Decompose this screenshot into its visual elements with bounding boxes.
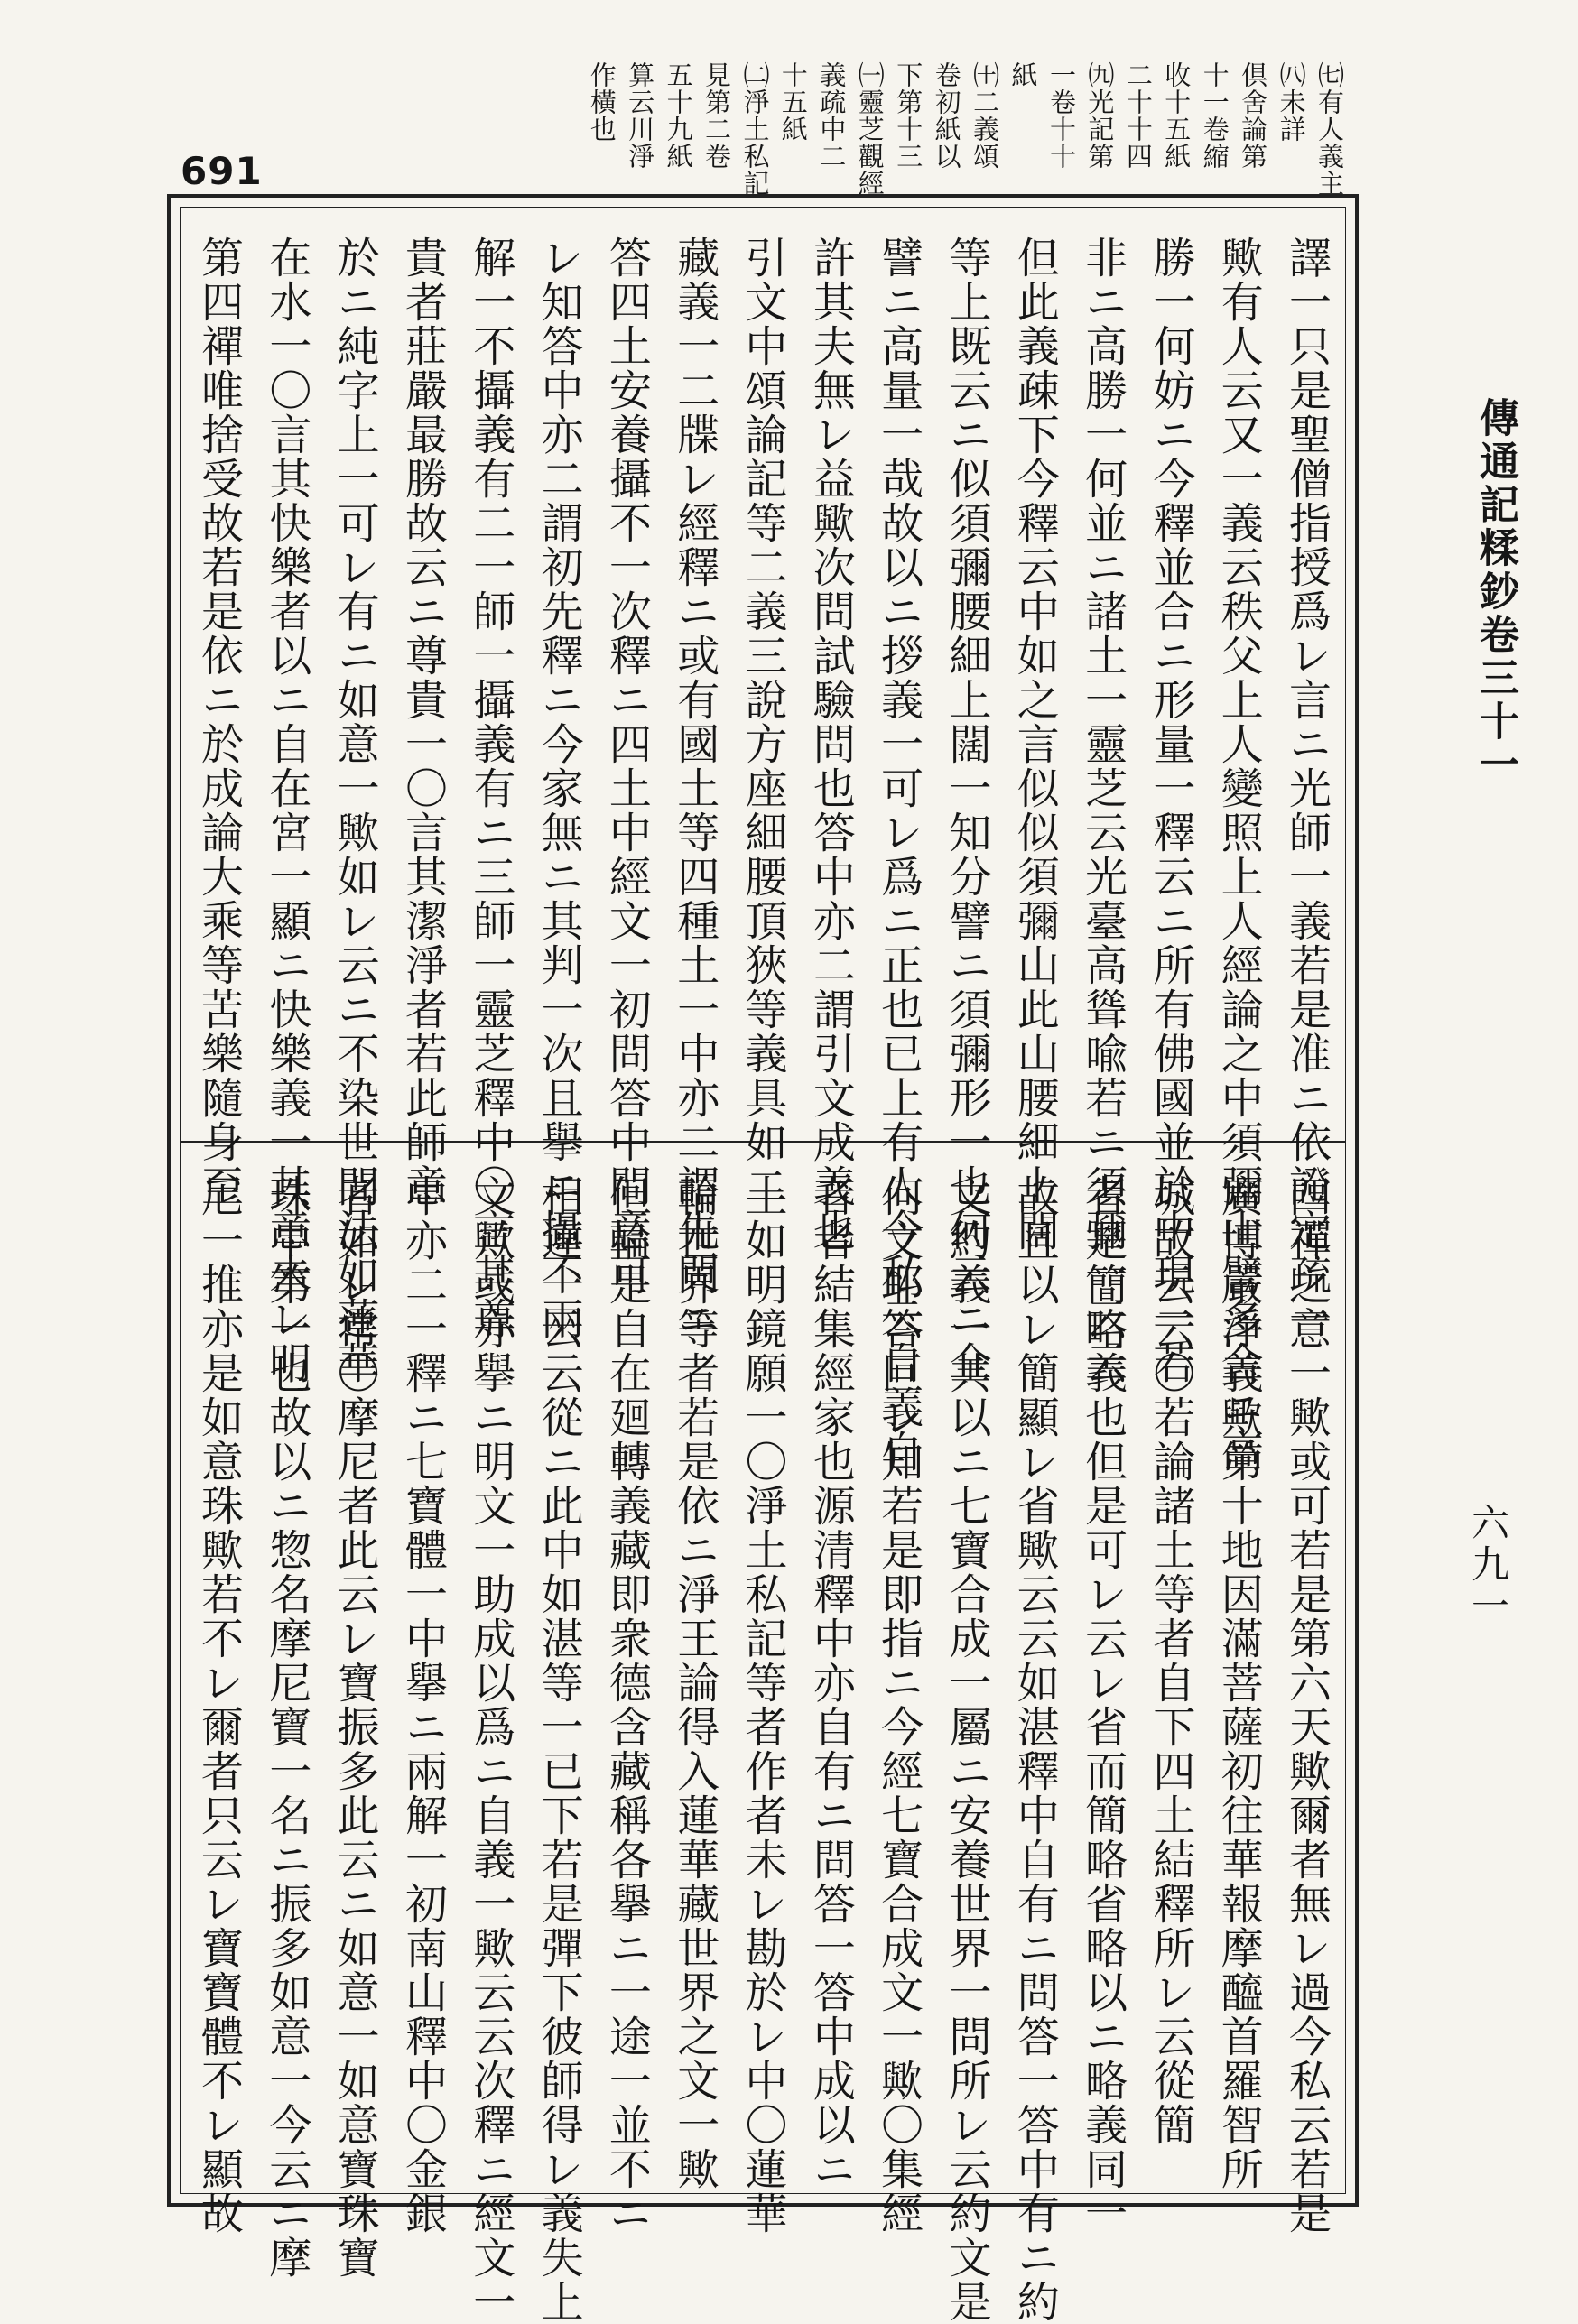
margin-note: 義疏中二 (816, 61, 848, 170)
text-column: 廣博嚴淨義歟第十地因滿菩薩初往華報摩醯首羅智所 (1213, 1174, 1264, 2191)
text-column: 相違一云云從ニ此中如湛等一已下若是彈下彼師得レ義失上 (534, 1174, 584, 2324)
text-column: 解一不攝義有二一師一攝義有ニ三師一靈芝釋中〇言其尊 (466, 236, 516, 1341)
text-column: 者者結集經家也源清釋中亦自有ニ問答一答中成以ニ (805, 1174, 856, 2191)
margin-note: 十五紙 (777, 61, 809, 143)
margin-note: 卷初紙以 (931, 61, 962, 170)
text-column: 文歟或亦擧ニ明文一助成以爲ニ自義一歟云云次釋ニ經文一 (466, 1174, 516, 2324)
text-column: 何文耶答叵レ知若是即指ニ今經七寶合成文一歟〇集經 (874, 1174, 924, 2236)
text-column: 但此義疎下今釋云中如之言似似須彌山此山腰細上闊 (1009, 236, 1060, 1253)
text-column: 中亦二一釋ニ七寶體一中擧ニ兩解一初南山釋中〇金銀 (397, 1174, 448, 2236)
lower-text-block (194, 1174, 1332, 2324)
text-column: 答四土安養攝不一次釋ニ四土中經文一初問答中問意可 (601, 236, 652, 1297)
text-column: 許其夫無レ益歟次問試驗問也答中亦二謂引文成義也 (805, 236, 856, 1253)
margin-note: ㈡淨土私記 (739, 61, 771, 197)
running-title: 傳通記糅鈔卷三十一 (1472, 397, 1518, 787)
margin-note: 收十五紙 (1161, 61, 1193, 170)
text-column: 尼一推亦是如意珠歟若不レ爾者只云レ寶寶體不レ顯故 (194, 1174, 244, 2236)
margin-note: ㈨光記第 (1084, 61, 1116, 170)
text-column: 勝一何妨ニ今釋並合ニ形量一釋云ニ所有佛國並於中現一若 (1146, 236, 1196, 1385)
margin-notes (314, 61, 1345, 197)
text-column: 譬ニ高量一哉故以ニ拶義一可レ爲ニ正也已上有人今私云自義自 (874, 236, 924, 1474)
margin-note: 一卷十十 (1045, 61, 1077, 170)
text-column: 四禪之意一歟或可若是第六天歟爾者無レ過今私云若是 (1282, 1174, 1332, 2236)
text-column: 第四禪唯捨受故若是依ニ於成論大乘等苦樂隨身至 (194, 236, 244, 1208)
text-column: レ知答中亦二謂初先釋ニ今家無ニ其判一次且擧ニ攝不兩 (534, 236, 584, 1341)
text-column: 者是簡略義也但是可レ云レ省而簡略省略以ニ略義同一 (1078, 1174, 1128, 2236)
margin-note: 五十九紙 (663, 61, 694, 170)
text-column: 者如レ常〇摩尼者此云レ寶振多此云ニ如意一如意寶珠寶 (330, 1174, 380, 2280)
text-column: 引文中頌論記等二義三說方座細腰頂狹等義具如二 (738, 236, 788, 1208)
text-column: 貴者莊嚴最勝故云ニ尊貴一〇言其潔淨者若此師意 (397, 236, 448, 1208)
margin-note: 倶舍論第 (1238, 61, 1269, 170)
page-number: 691 (181, 149, 263, 193)
margin-note: 作橫也 (586, 61, 617, 143)
text-column: 譯一只是聖僧指授爲レ言ニ光師一義若是准ニ依證定疏一 (1282, 236, 1332, 1341)
text-column: 但輪是自在廻轉義藏即衆德含藏稱各擧ニ一途一並不ニ (601, 1174, 652, 2236)
margin-note: 算云川淨 (625, 61, 656, 170)
margin-note: 二十十四 (1122, 61, 1154, 170)
text-column: 等上既云ニ似須彌腰細上闊一知分譬ニ須彌形一也何云ニ全 (942, 236, 992, 1385)
text-column: 於ニ純字上一可レ有ニ如意一歟如レ云ニ不染世間法如蓮華 (330, 236, 380, 1385)
margin-note: 見第二卷 (701, 61, 732, 170)
margin-note: ㈧未詳 (1276, 61, 1307, 143)
margin-note: ㈦有人義主 (1314, 61, 1345, 197)
text-column: 藏義一二牒レ經釋ニ或有國土等四種土一中亦二謂先問ニ (670, 236, 720, 1341)
text-column: 非ニ高勝一何並ニ諸土一靈芝云光臺高聳喩若ニ須彌一云云 (1078, 236, 1128, 1385)
text-column: 珠中第一也故以ニ惣名摩尼寶一名ニ振多如意一今云ニ摩 (262, 1174, 312, 2280)
margin-note: 十一卷縮 (1199, 61, 1230, 170)
margin-note: ㈠靈芝觀經 (854, 61, 886, 197)
margin-note: ㈩二義頌 (970, 61, 1001, 170)
margin-note: 下第十三 (893, 61, 924, 170)
text-column: 土如明鏡願一〇淨土私記等者作者未レ勘於レ中〇蓮華 (738, 1174, 788, 2236)
text-column: 故且以レ簡顯レ省歟云云如湛釋中自有ニ問答一答中有ニ約 (1009, 1174, 1060, 2324)
text-column: 文約義一共以ニ七寶合成一屬ニ安養世界一問所レ云約文是 (942, 1174, 992, 2324)
text-column: 輪世界等者若是依ニ淨王論得入蓮華藏世界之文一歟 (670, 1174, 720, 2191)
upper-text-block (194, 236, 1332, 1474)
text-column: 在水一〇言其快樂者以ニ自在宮一顯ニ快樂義一其意未レ明 (262, 236, 312, 1385)
folio-number: 六九一 (1466, 1503, 1510, 1627)
text-column: 城故云云〇若論諸土等者自下四土結釋所レ云從簡 (1146, 1174, 1196, 2147)
text-column: 歟有人云又一義云秩父上人變照上人經論之中須彌山譬多合ニ高 (1213, 236, 1264, 1474)
margin-note: 紙 (1007, 61, 1039, 88)
text-frame (167, 194, 1359, 2324)
